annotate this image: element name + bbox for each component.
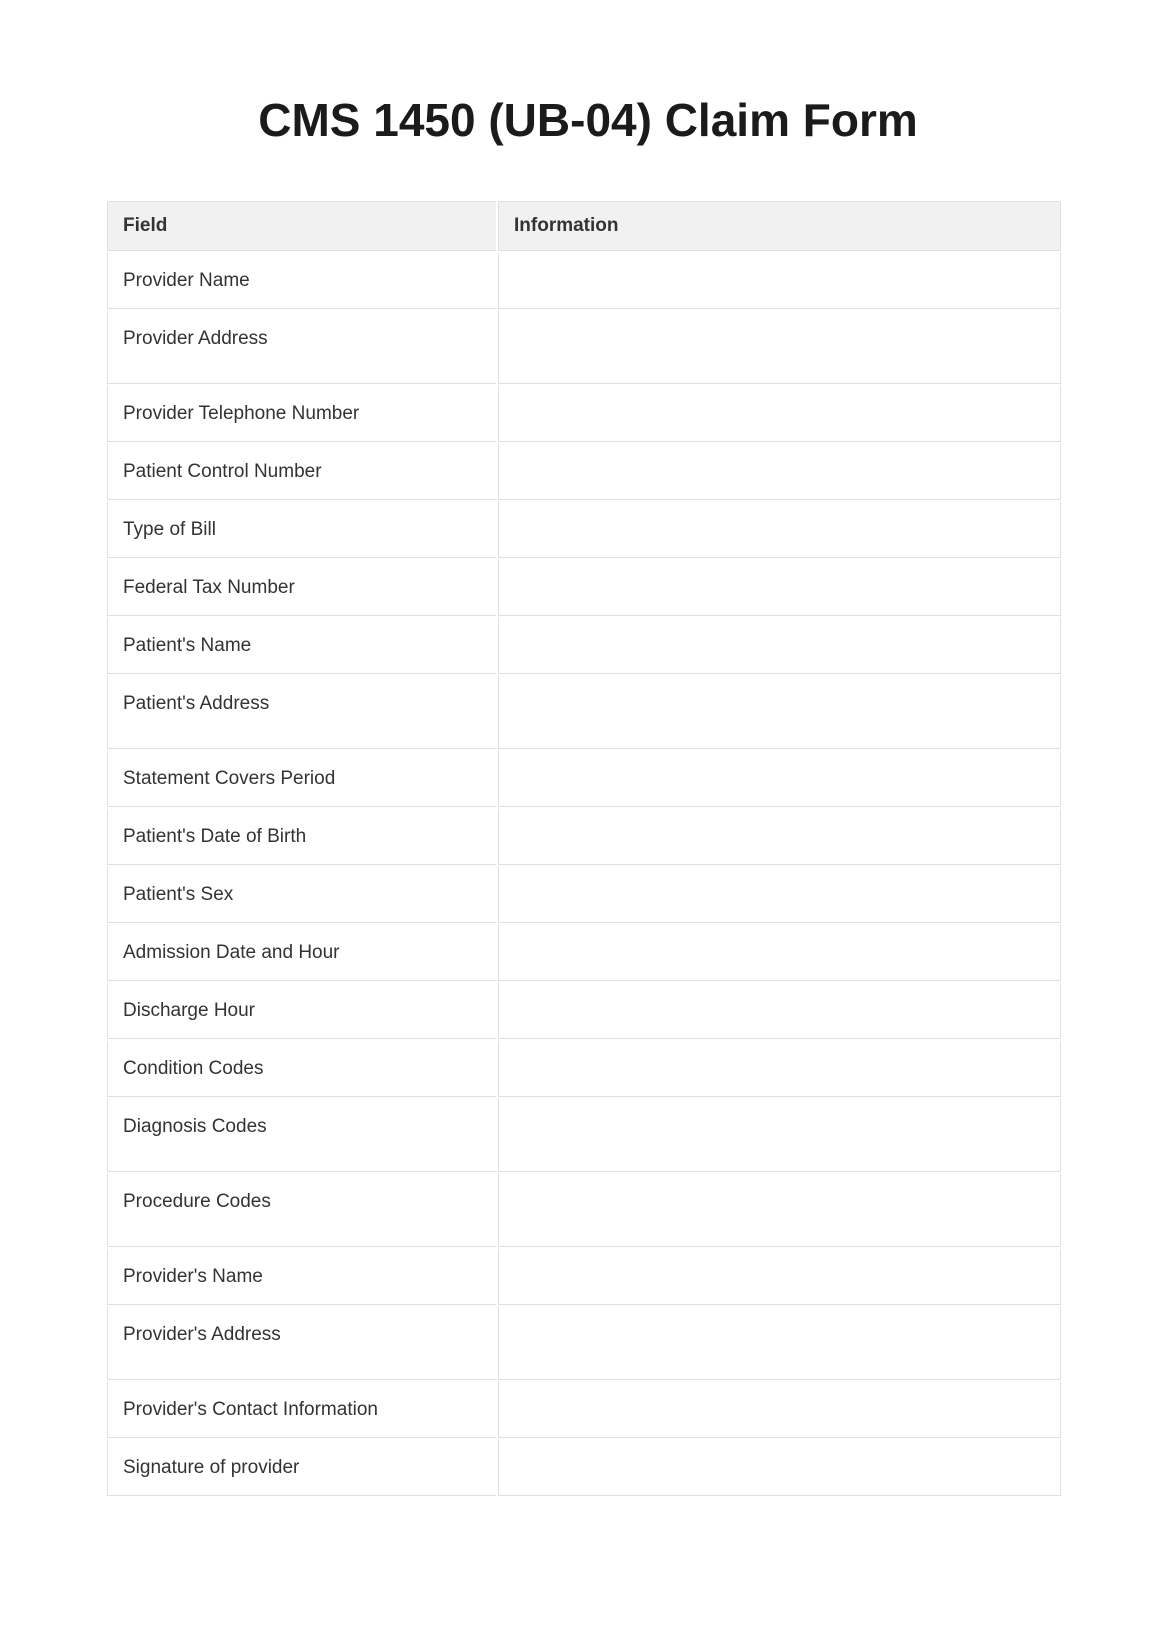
information-cell[interactable]: [498, 618, 1061, 674]
table-row: [107, 1382, 1061, 1438]
field-label: Signature of provider: [107, 1440, 496, 1496]
field-label: Admission Date and Hour: [107, 925, 496, 981]
field-label: Provider Telephone Number: [107, 386, 496, 442]
field-label: Provider Name: [107, 253, 496, 309]
field-label: Provider Address: [107, 311, 496, 384]
information-cell[interactable]: [498, 867, 1061, 923]
table-row: [107, 867, 1061, 923]
information-cell[interactable]: [498, 751, 1061, 807]
page-title: CMS 1450 (UB-04) Claim Form: [258, 94, 918, 146]
field-label: Patient's Date of Birth: [107, 809, 496, 865]
table-row: [107, 676, 1061, 749]
field-label: Provider's Contact Information: [107, 1382, 496, 1438]
field-label: Patient's Name: [107, 618, 496, 674]
information-cell[interactable]: [498, 1307, 1061, 1380]
information-cell[interactable]: [498, 444, 1061, 500]
claim-form-table: [105, 199, 1063, 1498]
table-row: [107, 311, 1061, 384]
table-row: [107, 809, 1061, 865]
field-label: Provider's Name: [107, 1249, 496, 1305]
column-header-information: Information: [498, 201, 1061, 251]
field-label: Procedure Codes: [107, 1174, 496, 1247]
column-header-field: Field: [107, 201, 496, 251]
field-label: Patient's Address: [107, 676, 496, 749]
information-cell[interactable]: [498, 311, 1061, 384]
information-cell[interactable]: [498, 1099, 1061, 1172]
table-row: [107, 1099, 1061, 1172]
table-row: [107, 618, 1061, 674]
field-label: Condition Codes: [107, 1041, 496, 1097]
field-label: Statement Covers Period: [107, 751, 496, 807]
table-header: [107, 201, 1061, 251]
table-header-row: [107, 201, 1061, 251]
table-row: [107, 444, 1061, 500]
table-row: [107, 1249, 1061, 1305]
field-label: Diagnosis Codes: [107, 1099, 496, 1172]
information-cell[interactable]: [498, 809, 1061, 865]
table-row: [107, 751, 1061, 807]
information-cell[interactable]: [498, 1174, 1061, 1247]
information-cell[interactable]: [498, 502, 1061, 558]
information-cell[interactable]: [498, 1249, 1061, 1305]
table-row: [107, 1307, 1061, 1380]
information-cell[interactable]: [498, 253, 1061, 309]
table-row: [107, 925, 1061, 981]
table-row: [107, 1174, 1061, 1247]
information-cell[interactable]: [498, 560, 1061, 616]
field-label: Patient's Sex: [107, 867, 496, 923]
table-row: [107, 502, 1061, 558]
table-row: [107, 386, 1061, 442]
table-body: [107, 253, 1061, 1496]
table-row: [107, 1440, 1061, 1496]
table-row: [107, 1041, 1061, 1097]
information-cell[interactable]: [498, 676, 1061, 749]
field-label: Provider's Address: [107, 1307, 496, 1380]
information-cell[interactable]: [498, 1382, 1061, 1438]
information-cell[interactable]: [498, 983, 1061, 1039]
information-cell[interactable]: [498, 1041, 1061, 1097]
information-cell[interactable]: [498, 1440, 1061, 1496]
field-label: Discharge Hour: [107, 983, 496, 1039]
table-row: [107, 560, 1061, 616]
table-row: [107, 253, 1061, 309]
field-label: Type of Bill: [107, 502, 496, 558]
field-label: Patient Control Number: [107, 444, 496, 500]
field-label: Federal Tax Number: [107, 560, 496, 616]
table-row: [107, 983, 1061, 1039]
information-cell[interactable]: [498, 925, 1061, 981]
information-cell[interactable]: [498, 386, 1061, 442]
